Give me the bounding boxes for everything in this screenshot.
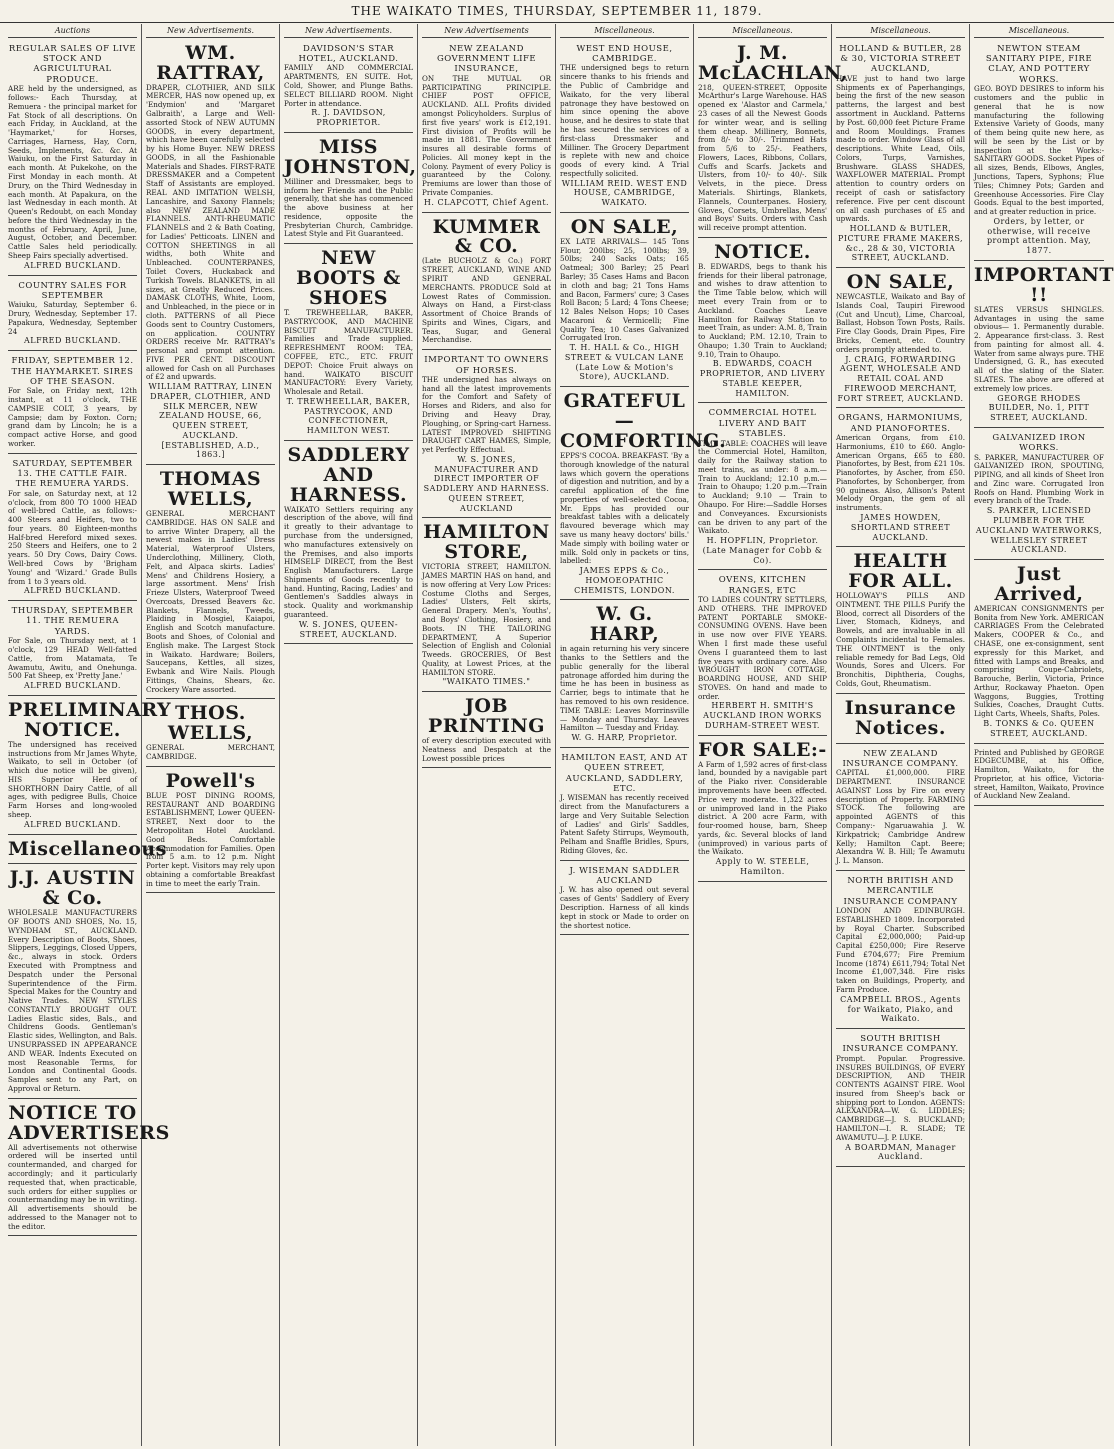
column-heading: Auctions bbox=[8, 26, 137, 38]
ad-body: GEO. BOYD DESIRES to inform his customers and the public in general that he is now manufacturing the following Extensive Variety of Goods, many of them being quite new here, as will be seen by the List or by inspection at the Works:- SANITARY GOODS. Socket Pipes of all sizes, Bends, Elbows, Angles, Junctions, Tapers, Syphons; Flue Tiles; Chimney Pots; Garden and Greenhouse Accessories. Fire Clay Goods. Equal to the best imported, and at greater reduction in price. bbox=[974, 84, 1104, 217]
ad-title: PRELIMINARY NOTICE. bbox=[8, 698, 172, 741]
ad-body: T. TREWHEELLAR, BAKER, PASTRYCOOK, AND MACHINE BISCUIT MANUFACTURER. Families and Trade supplied. REFRESHMENT ROOM: TEA, COFFEE, ETC., ETC. FRUIT DEPOT: Choice Fruit always on hand. WAIKATO BISCUIT MANUFACTORY: Every Variety, Wholesale and Retail. bbox=[284, 308, 413, 397]
ad-title: J. WISEMAN SADDLER AUCKLAND bbox=[569, 865, 680, 887]
column-3 bbox=[280, 24, 418, 1446]
ad-body: S. PARKER, MANUFACTURER OF GALVANIZED IRON, SPOUTING, PIPING, and all kinds of Sheet Iron and Zinc ware. Corrugated Iron Roofs on Hand. Plumbing Work in every branch of the Trade. bbox=[974, 452, 1104, 506]
ad-body: HOLLOWAY'S PILLS AND OINTMENT. THE PILLS Purify the Blood, correct all Disorders of the Liver, Stomach, Kidneys, and Bowels, and are invaluable in all Complaints incidental to Females. THE OINTMENT is the only reliable remedy for Bad Legs, Old Wounds, Sores and Ulcers. For Bronchitis, Diphtheria, Coughs, Colds, Gout, Rheumatism. bbox=[836, 591, 965, 688]
advertisement bbox=[698, 572, 827, 735]
ad-title: WEST END HOUSE, CAMBRIDGE. bbox=[576, 43, 673, 65]
ad-title: JOB PRINTING bbox=[428, 695, 545, 738]
ad-body: For Sale, on Thursday next, at 1 o'clock, 129 HEAD Well-fatted Cattle, from Matamata, Te Awamutu, Awitu, and Onehunga. 500 Fat Sheep, ex 'Pretty Jane.' bbox=[8, 636, 137, 681]
advertisement bbox=[698, 738, 827, 882]
ad-body: B. EDWARDS, begs to thank his friends for their liberal patronage, and wishes to draw attention to the Time Table below, which will meet every Train from or to Auckland. Coaches Leave Hamilton for Railway Station to meet Train, as under: A.M. 8, Train to Auckland; P.M. 12.10, Train to Ohaupo; 1.30 Train to Auckland; 9.10, Train to Ohaupo. bbox=[698, 261, 828, 359]
ad-body: SLATES VERSUS SHINGLES. Advantages in using the same obvious— 1. Permanently durable. 2. Appearance first-class. 3. Rest from painting for almost all. 4. Water from same always pure. THE Undersigned, G. R., has executed all of the slating of the Slater. SLATES. The above are offered at extremely low prices. bbox=[974, 304, 1104, 393]
advertisement bbox=[836, 1031, 965, 1167]
ad-body: A Farm of 1,592 acres of first-class land, bounded by a navigable part of the Piako river. Considerable improvements have been effected. Price very moderate. 1,322 acres or unimproved land in the Piako district. A 200 acre Farm, with four-roomed house, barn, Sheep yards, &c. Several blocks of land (unimproved) in various parts of the Waikato. bbox=[698, 759, 827, 857]
ad-body: THE undersigned begs to return sincere thanks to his friends and the Public of Cambridge and Waikato, for the very liberal patronage they have bestowed on him since opening the above house, and he desires to state that he has secured the services of a first-class Dressmaker and Milliner. The Grocery Department is replete with new and choice goods of every kind. A Trial respectfully solicited. bbox=[560, 63, 689, 178]
ad-title: HAMILTON EAST, AND AT QUEEN STREET, AUCKLAND, SADDLERY, ETC. bbox=[561, 752, 688, 794]
ad-body: BLUE POST DINING ROOMS, RESTAURANT AND BOARDING ESTABLISHMENT, Lower QUEEN-STREET, Next door to the Metropolitan Hotel Auckland. Good Beds. Comfortable Accommodation for Families. Open from 5 a.m. to 12 p.m. Night Porter kept. Visitors may rely upon obtaining a comfortable Breakfast in time to meet the early Train. bbox=[146, 790, 275, 888]
ad-signature: ALFRED BUCKLAND. bbox=[24, 260, 121, 270]
advertisement bbox=[8, 353, 137, 454]
advertisement bbox=[422, 215, 551, 351]
ad-signature: GEORGE RHODES BUILDER, No. 1, PITT STREET, AUCKLAND. bbox=[988, 393, 1090, 423]
ad-body: AMERICAN CONSIGNMENTS per Bonita from New York. AMERICAN CARRIAGES From the Celebrated Makers, COOPER & Co., and CHASE, one ex-consignment, sent expressly for this Market, and fitted with Lamps and Breaks, and comprising Coupe-Cabriolets, Barouche, Berlin, Victoria, Prince Arthur, Rockaway Phaeton. Open Waggons, Buggies, Trotting Sulkies, Coaches, Draught Cutts. Light Carts, Wheels, Shafts, Poles. bbox=[974, 603, 1104, 719]
ad-body: Waiuku, Saturday, September 6. Drury, Wednesday, September 17. Papakura, Wednesday, September 24 bbox=[8, 300, 137, 336]
ad-signature: HOLLAND & BUTLER, PICTURE FRAME MAKERS, &c., 28 & 30, VICTORIA STREET, AUCKLAND. bbox=[837, 224, 964, 263]
ad-title: Miscellaneous bbox=[8, 837, 167, 860]
ad-signature: T. H. HALL & Co., HIGH STREET & VULCAN LANE (Late Low & Motion's Store), AUCKLAND. bbox=[564, 343, 685, 382]
advertisement bbox=[8, 278, 137, 352]
ad-title: DAVIDSON'S STAR HOTEL, AUCKLAND. bbox=[298, 43, 399, 65]
advertisement bbox=[836, 696, 965, 744]
ad-body: VICTORIA STREET, HAMILTON. JAMES MARTIN HAS on hand, and is now offering at Very Low Prices: Costume Cloths and Serges, Ladies' Ulsters, Felt skirts, General Drapery. Men's, Youths', and Boys' Clothing, Hosiery, and Boots. IN THE TAILORING DEPARTMENT, A Superior Selection of English and Colonial Tweeds. GROCERIES, Of Best Quality, at Lowest Prices, at the HAMILTON STORE. bbox=[422, 562, 551, 677]
advertisement bbox=[974, 263, 1114, 428]
ad-signature: T. TREWHEELLAR, BAKER, PASTRYCOOK, AND CONFECTIONER, HAMILTON WEST. bbox=[286, 396, 411, 436]
column-8 bbox=[970, 24, 1114, 1446]
column-heading: Miscellaneous. bbox=[698, 26, 827, 38]
ad-body: Printed and Published by GEORGE EDGECUMBE, at his Office, Hamilton, Waikato, for the Proprietor, at his office, Victoria-street, Hamilton, Waikato, Province of Auckland New Zealand. bbox=[974, 747, 1104, 801]
ad-title: SOUTH BRITISH INSURANCE COMPANY. bbox=[842, 1034, 959, 1055]
advertisement bbox=[146, 769, 275, 894]
advertisement bbox=[422, 352, 551, 518]
ad-title: NOTICE. bbox=[714, 240, 811, 263]
ad-body: WAIKATO Settlers requiring any description of the above, will find it greatly to their advantage to purchase from the undersigned, who manufactures extensively on the Premises, and also imports HIMSELF DIRECT, from the Best English Manufacturers. Large Shipments of Goods recently to hand. Hunting, Racing, Ladies' and Gentlemen's Saddles always in stock. Quality and workmanship guaranteed. bbox=[284, 504, 413, 620]
ad-body: American Organs, from £10. Harmoniums, £10 to £60. Anglo-American Organs, £65 to £80. Pianofortes, by Best, from £21 10s. Pianofortes, by Ascher, from £50. Pianofortes, by Schonberger, from 90 guineas. Also, Allison's Patent Melody Organ, the gem of all instruments. bbox=[836, 432, 965, 513]
column-heading: Miscellaneous. bbox=[836, 26, 965, 38]
ad-signature: CAMPBELL BROS., Agents for Waikato, Piako, and Waikato. bbox=[840, 994, 961, 1024]
ad-body: Prompt. Popular. Progressive. INSURES BUILDINGS, OF EVERY DESCRIPTION, AND THEIR CONTENTS AGAINST FIRE. Wool insured from Sheep's back or shipping port to London. AGENTS: ALEXANDRA—W. G. LIDDLES; CAMBRIDGE—J. S. BUCKLAND; HAMILTON—I. R. SLADE; TE AWAMUTU—J. P. LUKE. bbox=[836, 1053, 965, 1142]
ad-body: DRAPER, CLOTHIER, AND SILK MERCER, HAS now opened up, ex 'Endymion' and 'Margaret Galbraith', a Large and Well-assorted Stock of NEW AUTUMN GOODS, in every department, which have been carefully selected by his Home Buyer. NEW DRESS GOODS, in all the Fashionable Materials and Shades. FIRST-RATE DRESSMAKER and a Competent Staff of Assistants are employed. REAL AND IMITATION WELSH, Lancashire, and Saxony Flannels; also NEW ZEALAND MADE FLANNELS. ANTI-RHEUMATIC FLANNELS and 2 & Bath Coating, for Ladies' Petticoats. LINEN and COTTON SHEETINGS in all widths, both White and Unbleached. COUNTERPANES, Toilet Covers, Huckaback and Turkish Towels. BLANKETS, in all sizes, at Greatly Reduced Prices. DAMASK CLOTHS, White, Loom, and Unbleached, in the piece or in cloth. PATTERNS of all Piece Goods sent to Country Customers, on application. COUNTRY ORDERS receive Mr. RATTRAY's personal and prompt attention. FIVE PER CENT. DISCOUNT allowed for Cash on all Purchases of £2 and upwards. bbox=[146, 82, 275, 382]
ad-title: COMMERCIAL HOTEL LIVERY AND BAIT STABLES. bbox=[708, 408, 817, 440]
column-heading: Miscellaneous. bbox=[974, 26, 1104, 38]
ad-signature: W. S. JONES, QUEEN-STREET, AUCKLAND. bbox=[298, 619, 399, 639]
ad-body: All advertisements not otherwise ordered will be inserted until countermanded, and charged for accordingly; and it particularly requested that, when practicable, such orders for either supplies or countermanding may be in writing. All advertisements should be addressed to the Manager not to the editor. bbox=[8, 1142, 137, 1231]
ad-signature: HERBERT H. SMITH'S AUCKLAND IRON WORKS DURHAM-STREET WEST. bbox=[703, 701, 822, 730]
advertisement bbox=[836, 746, 965, 871]
ad-body: The undersigned has received instructions from Mr James Whyte, Waikato, to sell in October (of which due notice will be given), HIS Superior Herd of SHORTHORN Dairy Cattle, of all ages, with pedigree Bulls, Choice Farm Horses and long-wooled sheep. bbox=[8, 739, 137, 819]
ad-title: MISS JOHNSTON, bbox=[284, 135, 417, 178]
advertisement bbox=[974, 430, 1104, 560]
advertisement bbox=[8, 837, 167, 865]
ad-signature: ALFRED BUCKLAND. bbox=[24, 819, 121, 829]
advertisement bbox=[560, 602, 689, 747]
advertisement bbox=[698, 240, 827, 404]
ad-signature: S. PARKER, LICENSED PLUMBER FOR THE AUCKLAND WATERWORKS, WELLESLEY STREET AUCKLAND. bbox=[975, 506, 1103, 555]
advertisement bbox=[8, 41, 137, 276]
ad-body: TO LADIES COUNTRY SETTLERS, AND OTHERS. THE IMPROVED PATENT PORTABLE SMOKE-CONSUMING OVENS. Have been in use now over FIVE YEARS. When I first made these useful Ovens I guaranteed them to last five years with ordinary care. Also WROUGHT IRON COTTAGE, BOARDING HOUSE, AND SHIP STOVES. On hand and made to order. bbox=[698, 595, 827, 701]
ad-body: For sale, on Saturday next, at 12 o'clock, from 800 TO 1000 HEAD of well-bred Cattle, as follows:- 400 Steers and Heifers, two to four years. 80 Eighteen-months Half-bred Hereford mixed sexes. 250 Steers and Heifers, one to 2 years. 50 Dry Cows, Dairy Cows. Well-bred Cows by 'Brigham Young' and 'Wizard.' Grade Bulls from 1 to 3 years old. bbox=[8, 488, 137, 586]
column-heading: New Advertisements bbox=[422, 26, 551, 38]
ad-body: of every description executed with Neatness and Despatch at the Lowest possible prices bbox=[422, 736, 551, 763]
advertisement bbox=[560, 750, 689, 861]
ad-title: REGULAR SALES OF LIVE STOCK AND AGRICULTURAL PRODUCE. bbox=[8, 43, 137, 85]
ad-title: Insurance Notices. bbox=[844, 696, 957, 739]
advertisement bbox=[836, 41, 965, 268]
ad-signature: Apply to W. STEELE, Hamilton. bbox=[715, 857, 810, 876]
advertisement bbox=[836, 410, 965, 547]
ad-title: ON SALE, bbox=[570, 215, 679, 238]
advertisement bbox=[284, 246, 413, 441]
advertisement bbox=[698, 41, 848, 238]
advertisement bbox=[422, 41, 551, 213]
ad-body: TIME TABLE: COACHES will leave the Commercial Hotel, Hamilton, daily for the Railway station to meet trains, as under: 8 a.m.—Train to Auckland; 12.10 p.m.—Train to Ohaupo; 1.20 p.m.—Train to Auckland; 9.10 — Train to Ohaupo. For Hire:—Saddle Horses and Conveyances. Excursionists can be driven to any part of the Waikato. bbox=[698, 438, 827, 536]
ad-signature: ALFRED BUCKLAND. bbox=[24, 336, 121, 346]
ad-body: ON THE MUTUAL OR PARTICIPATING PRINCIPLE. CHIEF POST OFFICE, AUCKLAND. ALL Profits divided amongst Policyholders. Surplus of first five years' work is £12,191. First division of Profits will be made in 1881. The Government insures all desirable forms of Policies. All money kept in the Colony. Payment of every Policy is guaranteed by the Colony. Premiums are lower than those of Private Companies. bbox=[422, 73, 551, 197]
ad-body: FAMILY AND COMMERCIAL APARTMENTS, EN SUITE. Hot, Cold, Shower, and Plunge Baths. SELECT BILLIARD ROOM. Night Porter in attendance. bbox=[284, 63, 413, 108]
ad-title: GRATEFUL—COMFORTING. bbox=[560, 390, 727, 453]
advertisement bbox=[8, 603, 137, 696]
advertisement bbox=[836, 873, 965, 1029]
column-5 bbox=[556, 24, 727, 1446]
ad-title: FRIDAY, SEPTEMBER 12. THE HAYMARKET. SIRES OF THE SEASON. bbox=[11, 356, 134, 387]
ad-signature: Orders, by letter, or otherwise, will receive prompt attention. May, 1877. bbox=[986, 216, 1092, 256]
ad-body: J. W. has also opened out several cases of Gents' Saddlery of Every Description. Harness of all kinds kept in stock or Made to order on the shortest notice. bbox=[560, 885, 689, 930]
advertisement bbox=[8, 866, 137, 1098]
advertisement bbox=[146, 467, 275, 699]
advertisement bbox=[8, 1101, 170, 1237]
ad-body: in again returning his very sincere thanks to the Settlers and the public generally for the liberal patronage afforded him during the time he has been in business as Carrier, begs to intimate that he has removed to his own residence. TIME TABLE: Leaves Morrinsville — Monday and Thursday. Leaves Hamilton — Tuesday and Friday. bbox=[560, 644, 689, 733]
column-6 bbox=[694, 24, 848, 1446]
ad-title: Powell's bbox=[165, 769, 256, 792]
ad-title: W. G. HARP, bbox=[589, 603, 660, 646]
ad-signature: R. J. DAVIDSON, PROPRIETOR. bbox=[311, 108, 386, 128]
ad-title: FOR SALE:- bbox=[698, 738, 827, 761]
ad-body: WHOLESALE MANUFACTURERS OF BOOTS AND SHOES, No. 15, WYNDHAM ST., AUCKLAND. Every Description of Boots, Shoes, Slippers, Leggings, Closed Uppers, &c., always in stock. Orders Executed with Promptness and Despatch under the Personal Superintendence of the Firm. Special Makes for the Country and Native Trades. NEW STYLES CONSTANTLY BROUGHT OUT. Ladies Elastic sides, Bals., and Childrens Goods. Gentleman's Elastic sides, Wellington, and Bals. UNSURPASSED IN APPEARANCE AND WEAR. Indents Executed on most Reasonable Terms, for London and Continental Goods. Samples sent to any Part, on Approval or Return. bbox=[8, 908, 137, 1093]
ad-body: EPPS'S COCOA. BREAKFAST. 'By a thorough knowledge of the natural laws which govern the operations of digestion and nutrition, and by a careful application of the fine properties of well-selected Cocoa, Mr. Epps has provided our breakfast tables with a delicately flavoured beverage which may save us many heavy doctors' bills.' Made simply with boiling water or milk. Sold only in packets or tins, labelled: bbox=[560, 451, 689, 566]
ad-body: (Late BUCHOLZ & Co.) FORT STREET, AUCKLAND, WINE AND SPIRIT AND GENERAL MERCHANTS. PRODUCE Sold at Lowest Rates of Commission. Always on Hand, a First-class Assortment of Choice Brands of Spirits and Wines, Cigars, and Teas, Sugar, and General Merchandise. bbox=[422, 256, 551, 345]
ad-body: HAVE just to hand two large Shipments ex of Paperhangings, being the first of the new season patterns, the largest and best assortment in Auckland. Patterns by Post. 60,000 feet Picture Frame and Room Mouldings. Frames made to order. Window Glass of all descriptions. White Lead, Oils, Colors, Turps, Varnishes, Brushware. GLASS SHADES, WAXFLOWER MATERIAL. Prompt attention to country orders on receipt of cash or satisfactory reference. Five per cent discount on all cash purchases of £5 and upwards. bbox=[836, 73, 965, 224]
ad-signature: H. HOPFLIN, Proprietor. (Late Manager for Cobb & Co). bbox=[702, 536, 823, 565]
advertisement bbox=[8, 698, 172, 835]
ad-signature: WILLIAM RATTRAY, LINEN DRAPER, CLOTHIER, AND SILK MERCER, NEW ZEALAND HOUSE, 66, QUEEN STREET, AUCKLAND. [ESTABLISHED, A.D., 1863.] bbox=[148, 382, 273, 460]
ad-title: GALVANIZED IRON WORKS. bbox=[992, 432, 1086, 454]
ad-title: HAMILTON STORE, bbox=[423, 521, 550, 564]
ad-signature: W. G. HARP, Proprietor. bbox=[571, 733, 678, 743]
advertisement bbox=[146, 701, 275, 766]
ad-body: Milliner and Dressmaker, begs to inform her Friends and the Public generally, that she has commenced the above business at her residence, opposite the Presbyterian Church, Cambridge. Latest Style and Fit Guaranteed. bbox=[284, 176, 413, 239]
ad-title: THURSDAY, SEPTEMBER 11. THE REMUERA YARDS. bbox=[11, 606, 134, 637]
column-heading: Miscellaneous. bbox=[560, 26, 689, 38]
ad-title: WM. RATTRAY, bbox=[156, 41, 265, 84]
column-heading: New Advertisements. bbox=[146, 26, 275, 38]
ad-body: LONDON AND EDINBURGH. ESTABLISHED 1809. Incorporated by Royal Charter. Subscribed Capital £2,000,000; Paid-up Capital £250,000; Fire Reserve Fund £704,677; Fire Premium Income (1874) £611,794; Total Net Income £1,007,348. Fire risks taken on Buildings, Property, and Farm Produce. bbox=[836, 906, 965, 995]
page-columns bbox=[4, 24, 1114, 1446]
ad-title: KUMMER & CO. bbox=[432, 215, 541, 258]
ad-signature: ALFRED BUCKLAND. bbox=[24, 681, 121, 691]
ad-signature: B. EDWARDS, COACH PROPRIETOR, AND LIVERY STABLE KEEPER, HAMILTON. bbox=[699, 359, 826, 398]
ad-title: OVENS, KITCHEN RANGES, ETC bbox=[718, 575, 807, 596]
ad-signature: J. CRAIG, FORWARDING AGENT, WHOLESALE AND RETAIL COAL AND FIREWOOD MERCHANT, FORT STREET, AUCKLAND. bbox=[837, 354, 964, 403]
advertisement bbox=[974, 562, 1104, 744]
ad-title: NEW ZEALAND GOVERNMENT LIFE INSURANCE, bbox=[436, 43, 537, 75]
ad-title: NEWTON STEAM SANITARY PIPE, FIRE CLAY, AND POTTERY WORKS. bbox=[985, 43, 1093, 85]
advertisement bbox=[974, 746, 1104, 807]
advertisement bbox=[284, 135, 417, 244]
ad-body: EX LATE ARRIVALS— 145 Tons Flour, 200lbs; 25, 100lbs; 39, 50lbs; 240 Sacks Oats; 165 Oatmeal; 300 Barley; 25 Pearl Barley; 35 Cases Hams and Bacon in cloth and bag; 21 Tons Hams and Bacon, Farmers' cure; 3 Cases Roll Bacon; 5 Lard; 4 Tons Cheese; 12 Bales Nelson Hops; 10 Cases Macaroni & Vermicelli; Fine Quality Tea; 10 Cases Galvanized Corrugated Iron. bbox=[560, 236, 689, 343]
column-7 bbox=[832, 24, 970, 1446]
ad-title: ON SALE, bbox=[846, 271, 955, 294]
ad-signature: JAMES HOWDEN, SHORTLAND STREET AUCKLAND. bbox=[850, 513, 951, 542]
column-heading: New Advertisements. bbox=[284, 26, 413, 38]
ad-body: ARE held by the undersigned, as follows:- Each Thursday, at Remuera - the principal market for Fat Stock of all descriptions. On each Friday, in Auckland, at the 'Haymarket,' for Horses, Carriages, Harness, Hay, Corn, Seeds, Implements, &c. &c. At Waiuku, on the First Saturday in each month. At Pukekohe, on the First Monday in each month. At Drury, on the Third Wednesday in each month. At Papakura, on the last Wednesday in each month. At Queen's Redoubt, on each Monday before the third Wednesday in the months of February, April, June, August, October, and December. Cattle Sales held periodically. Sheep Fairs specially advertised. bbox=[8, 84, 137, 261]
advertisement bbox=[560, 863, 689, 936]
ad-title: COUNTRY SALES FOR SEPTEMBER bbox=[18, 280, 127, 301]
ad-body: For Sale, on Friday next, 12th instant, at 11 o'clock, THE CAMPSIE COLT, 3 years, by Campsie; dam by Foxton. Corn; grand dam by Lincoln; he is a compact active Horse, and good worker. bbox=[8, 386, 137, 448]
ad-title: THOS. WELLS, bbox=[167, 702, 254, 745]
ad-body: CAPITAL £1,000,000. FIRE DEPARTMENT. INSURANCE AGAINST Loss by Fire on every description of Property. FARMING STOCK. The following are appointed AGENTS of this Company:- Ngaruawahia J. W. Kirkpatrick; Cambridge Andrew Kelly; Hamilton Capt. Beere; Alexandra W. B. Hill; Te Awamutu J. L. Manson. bbox=[836, 768, 965, 866]
ad-title: NORTH BRITISH AND MERCANTILE INSURANCE COMPANY bbox=[843, 875, 958, 907]
ad-signature: H. CLAPCOTT, Chief Agent. bbox=[423, 197, 550, 207]
ad-signature: "WAIKATO TIMES." bbox=[442, 677, 531, 687]
ad-title: ORGANS, HARMONIUMS, AND PIANOFORTES. bbox=[838, 413, 963, 434]
ad-signature: B. TONKS & Co. QUEEN STREET, AUCKLAND. bbox=[983, 719, 1095, 738]
advertisement bbox=[560, 215, 689, 387]
ad-body: GENERAL MERCHANT, CAMBRIDGE. bbox=[146, 743, 275, 762]
ad-body: GENERAL MERCHANT CAMBRIDGE. HAS ON SALE and to arrive Winter Drapery, all the newest makes in Ladies' Dress Material, Waterproof Ulsters, Underclothing, Millinery, Cloth, Felt, and Alpaca skirts. Ladies' Mens' and Childrens Hosiery, a large assortment. Mens' Irish Frieze Ulsters, Waterproof Tweed Overcoats, Dressed Beavers &c. Blankets, Flannels, Tweeds, Plaiding in Mosgiel, Kaiapoi, English and Scotch manufacture. Boots and Shoes, of Colonial and English make. The Largest Stock in Waikato. Hardware; Boilers, Saucepans, Kettles, all sizes, Ewbank and Wire Nails. Plough Fittings, Chains, Shears, &c. Crockery Ware assorted. bbox=[146, 509, 275, 694]
advertisement bbox=[698, 405, 827, 570]
column-2 bbox=[142, 24, 280, 1446]
ad-signature: WILLIAM REID. WEST END HOUSE, CAMBRIDGE, WAIKATO. bbox=[561, 178, 688, 208]
advertisement bbox=[146, 41, 275, 465]
ad-title: THOMAS WELLS, bbox=[159, 468, 262, 511]
ad-title: SATURDAY, SEPTEMBER 13. THE CATTLE FAIR. THE REMUERA YARDS. bbox=[12, 458, 133, 490]
advertisement bbox=[974, 41, 1104, 261]
column-4 bbox=[418, 24, 556, 1446]
ad-title: NEW BOOTS & SHOES bbox=[296, 247, 401, 310]
ad-title: J.J. AUSTIN & Co. bbox=[9, 867, 136, 910]
advertisement bbox=[422, 694, 551, 768]
ad-title: HEALTH FOR ALL. bbox=[848, 550, 953, 593]
ad-body: 218, QUEEN-STREET, Opposite McArthur's Large Warehouse. HAS opened ex 'Alastor and Carmela,' 23 cases of all the Newest Goods for winter wear, and is selling them cheap. Millinery, Bonnets, from 8/- to 30/-. Trimmed Hats from 5/6 to 25/-. Feathers, Flowers, Laces, Ribbons, Collars, Cuffs and Scarfs. Jackets and Ulsters, from 10/- to 40/-. Silk Velvets, in the piece. Dress Materials. Shirtings, Blankets, Flannels, Counterpanes. Hosiery, Gloves, Corsets, Umbrellas, Mens' and Boys' Suits. Orders with Cash will receive prompt attention. bbox=[698, 82, 827, 233]
ad-title: IMPORTANT TO OWNERS OF HORSES. bbox=[424, 355, 549, 376]
ad-title: NEW ZEALAND INSURANCE COMPANY. bbox=[842, 748, 959, 769]
advertisement bbox=[560, 389, 727, 600]
ad-signature: JAMES EPPS & Co., HOMOEOPATHIC CHEMISTS, LONDON. bbox=[574, 566, 675, 595]
ad-title: Just Arrived, bbox=[994, 563, 1084, 605]
column-1 bbox=[4, 24, 172, 1446]
ad-title: HOLLAND & BUTLER, 28 & 30, VICTORIA STREET AUCKLAND, bbox=[839, 43, 962, 75]
ad-body: J. WISEMAN has recently received direct from the Manufacturers a large and Very Suitable Selection of Ladies' and Girls' Saddles, Patent Safety Stirrups, Weymouth, Pelham and Snaffle Bridles, Spurs, Riding Gloves, &c. bbox=[560, 793, 689, 855]
ad-title: IMPORTANT !! bbox=[974, 263, 1114, 306]
ad-body: THE undersigned has always on hand all the latest improvements for the Comfort and Safety of Horses and Riders, and also for Driving and Heavy Dray, Ploughing, or Spring-cart Harness. LATEST IMPROVED SHIFTING DRAUGHT CART HAMES, Simple, yet Perfectly Effectual. bbox=[422, 374, 551, 455]
masthead: THE WAIKATO TIMES, THURSDAY, SEPTEMBER 11, 1879. bbox=[0, 0, 1114, 23]
ad-body: NEWCASTLE, Waikato and Bay of Islands Coal, Taupiri Firewood (Cut and Uncut), Lime, Charcoal, Ballast, Hobson Town Posts, Rails. Fire Clay Goods, Drain Pipes, Fire Bricks, Cement, etc. Country orders promptly attended to. bbox=[836, 292, 965, 354]
ad-signature: W. S. JONES, MANUFACTURER AND DIRECT IMPORTER OF SADDLERY AND HARNESS. QUEEN STREET, AUCKLAND bbox=[423, 454, 550, 513]
ad-title: SADDLERY AND HARNESS. bbox=[287, 443, 410, 506]
advertisement bbox=[8, 456, 137, 601]
advertisement bbox=[836, 549, 965, 693]
ad-title: NOTICE TO ADVERTISERS bbox=[8, 1101, 170, 1144]
ad-signature: A BOARDMAN, Manager Auckland. bbox=[845, 1142, 956, 1162]
advertisement bbox=[560, 41, 689, 213]
advertisement bbox=[284, 41, 413, 133]
advertisement bbox=[422, 520, 551, 692]
advertisement bbox=[836, 270, 965, 408]
advertisement bbox=[284, 443, 413, 644]
ad-title: J. M. McLACHLAN, bbox=[698, 41, 848, 84]
ad-signature: ALFRED BUCKLAND. bbox=[24, 586, 121, 596]
